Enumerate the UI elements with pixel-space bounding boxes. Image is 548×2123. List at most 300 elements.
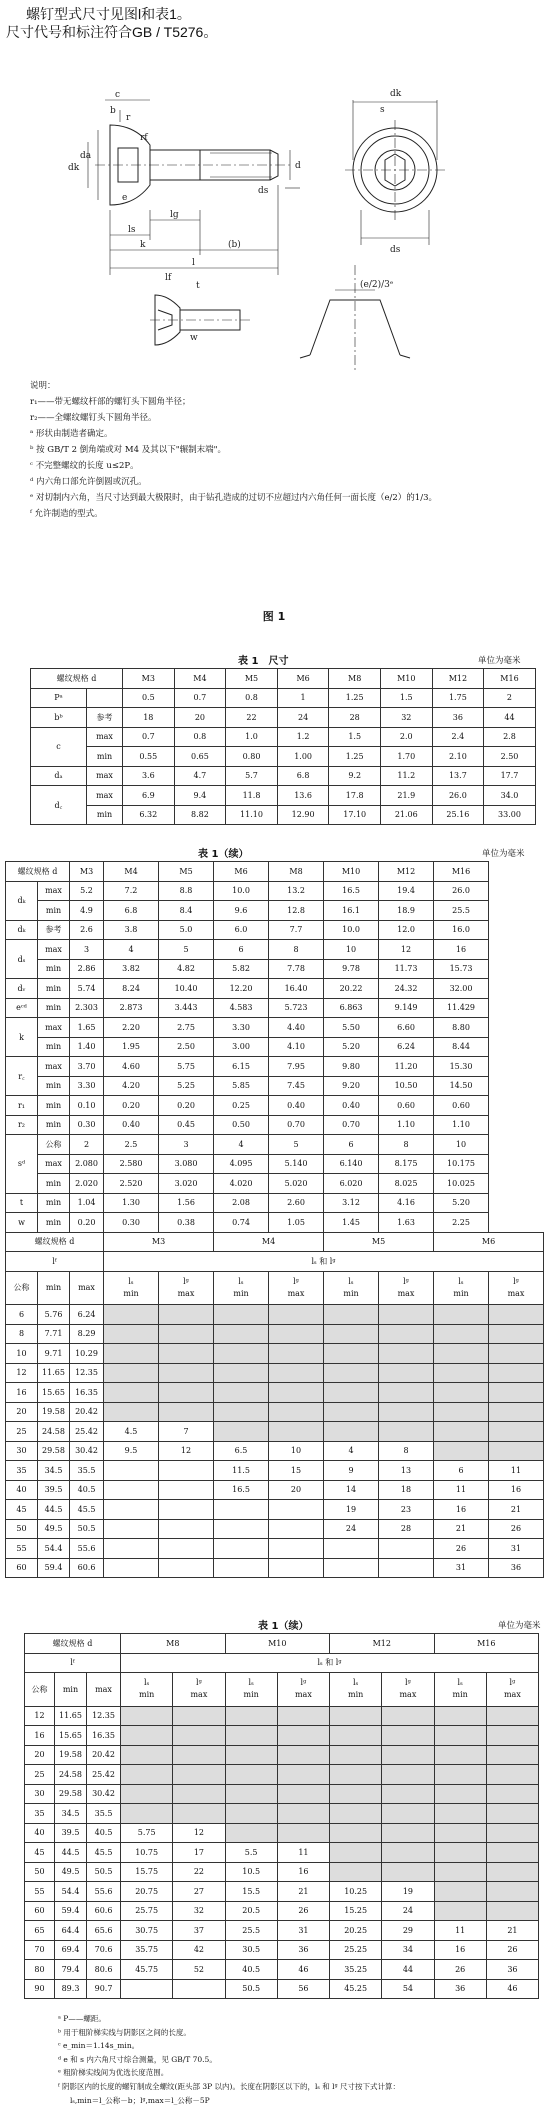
table-cell: 0.80 xyxy=(226,747,278,767)
table-cell xyxy=(324,1422,379,1442)
table-cell: 8.44 xyxy=(434,1037,489,1057)
table-cell xyxy=(330,1804,382,1824)
table-cell: 6.5 xyxy=(214,1441,269,1461)
table-cell: 19 xyxy=(382,1882,434,1902)
table-row xyxy=(31,766,536,786)
table-cell xyxy=(379,1422,434,1442)
size-header: M10 xyxy=(225,1634,330,1654)
ls-min-header xyxy=(104,1271,159,1305)
label-d: d xyxy=(295,161,301,171)
min-label: min xyxy=(123,1288,139,1298)
table-cell xyxy=(121,1726,173,1746)
table-cell xyxy=(104,1383,159,1403)
table-cell: 6.140 xyxy=(324,1154,379,1174)
footnote: ᵈ e 和 s 内六角尺寸综合测量，见 GB/T 70.5。 xyxy=(58,2054,217,2064)
qualifier-cell: min xyxy=(38,979,70,999)
table-cell: 8 xyxy=(6,1324,38,1344)
table-cell: 3.30 xyxy=(70,1076,104,1096)
table-cell: 1.56 xyxy=(159,1193,214,1213)
table-cell xyxy=(159,1363,214,1383)
label-l: l xyxy=(192,258,195,268)
table-cell xyxy=(330,1745,382,1765)
table-cell xyxy=(434,1901,486,1921)
table-cell xyxy=(489,1441,544,1461)
table-cell xyxy=(225,1804,277,1824)
table-cell: 54.4 xyxy=(55,1882,87,1902)
symbol-cell: c xyxy=(31,727,87,766)
table-row xyxy=(6,1115,544,1135)
table-cell: 0.40 xyxy=(104,1115,159,1135)
table-cell: 2 xyxy=(70,1135,104,1155)
table-cell: 2.08 xyxy=(214,1193,269,1213)
table-cell: 45.5 xyxy=(70,1500,104,1520)
table-cell: 10.50 xyxy=(379,1076,434,1096)
table-cell: 12.20 xyxy=(214,979,269,999)
table-cell: 6 xyxy=(6,1305,38,1325)
table-cell: 11 xyxy=(434,1921,486,1941)
table-cell: 19.58 xyxy=(55,1745,87,1765)
table-cell: 0.7 xyxy=(123,727,175,747)
table-cell xyxy=(434,1402,489,1422)
table-cell: 22 xyxy=(173,1862,225,1882)
table-cell: 24 xyxy=(277,708,329,728)
table-cell xyxy=(277,1745,329,1765)
table-cell: 70 xyxy=(25,1940,55,1960)
table-cell: 0.20 xyxy=(104,1096,159,1116)
table-cell: 1.40 xyxy=(70,1037,104,1057)
table-cell: 9.78 xyxy=(324,959,379,979)
table-cell: 1.04 xyxy=(70,1193,104,1213)
table-cell: 7.2 xyxy=(104,881,159,901)
table-cell: 3.70 xyxy=(70,1057,104,1077)
table-cell: 6.020 xyxy=(324,1174,379,1194)
table-cell xyxy=(121,1706,173,1726)
table-cell: 17 xyxy=(173,1843,225,1863)
table-cell xyxy=(382,1706,434,1726)
table-cell: 50.5 xyxy=(70,1519,104,1539)
table-cell: 16.5 xyxy=(324,881,379,901)
table-row xyxy=(6,881,544,901)
header-cell: lᶠ xyxy=(6,1252,104,1272)
table-cell: 13 xyxy=(379,1461,434,1481)
max-label: max xyxy=(177,1288,195,1298)
table-cell: 5.82 xyxy=(214,959,269,979)
figure-caption: 图 1 xyxy=(262,610,286,623)
footnote: ᵃ P——螺距。 xyxy=(58,2014,106,2023)
table-cell xyxy=(159,1539,214,1559)
table-cell: 0.50 xyxy=(214,1115,269,1135)
table-cell: 31 xyxy=(434,1558,489,1578)
label-e: e xyxy=(122,193,128,203)
length-row xyxy=(25,1960,539,1980)
table-cell: 22 xyxy=(226,708,278,728)
table-cell: 4.60 xyxy=(104,1057,159,1077)
table-cell xyxy=(214,1539,269,1559)
table-cell: 21 xyxy=(277,1882,329,1902)
table-cell: 29 xyxy=(382,1921,434,1941)
table-cell: 11 xyxy=(277,1843,329,1863)
table-cell: 2.86 xyxy=(70,959,104,979)
table-cell xyxy=(173,1979,225,1999)
table-cell xyxy=(379,1539,434,1559)
qualifier-cell: max xyxy=(38,881,70,901)
table-cell: 25.5 xyxy=(434,901,489,921)
table-cell: 2.0 xyxy=(380,727,432,747)
table-cell: 25.25 xyxy=(330,1940,382,1960)
table-cell: 4.10 xyxy=(269,1037,324,1057)
length-row xyxy=(25,1804,539,1824)
table-row xyxy=(6,1057,544,1077)
table-cell xyxy=(214,1500,269,1520)
table-cell: 30 xyxy=(25,1784,55,1804)
qualifier-cell: min xyxy=(38,959,70,979)
table-cell: 31 xyxy=(277,1921,329,1941)
table-cell xyxy=(104,1500,159,1520)
label-rf: rf xyxy=(140,133,148,143)
table-cell: 21.9 xyxy=(380,786,432,806)
table-cell: 4.40 xyxy=(269,1018,324,1038)
qualifier-cell: min xyxy=(38,1213,70,1233)
table-cell: 11.10 xyxy=(226,805,278,825)
table-row xyxy=(6,940,544,960)
table-cell: 21 xyxy=(486,1921,538,1941)
header-cell: min xyxy=(55,1673,87,1707)
length-row xyxy=(6,1461,544,1481)
table-cell: 34 xyxy=(382,1940,434,1960)
table-cell: 55.6 xyxy=(70,1539,104,1559)
table-cell: 28 xyxy=(329,708,381,728)
lg-label: lᵍ xyxy=(405,1678,411,1688)
header-cell: min xyxy=(38,1271,70,1305)
table-cell: 0.65 xyxy=(174,747,226,767)
header-cell: 螺纹规格 d xyxy=(6,862,70,882)
table-cell: 30.75 xyxy=(121,1921,173,1941)
table-cell: 28 xyxy=(379,1519,434,1539)
ls-min-header xyxy=(214,1271,269,1305)
table-cell xyxy=(159,1558,214,1578)
min-label: min xyxy=(233,1288,249,1298)
table-cell xyxy=(214,1402,269,1422)
table-cell: 1.5 xyxy=(380,688,432,708)
label-k: k xyxy=(140,240,146,250)
table-cell: 35 xyxy=(25,1804,55,1824)
size-header: M3 xyxy=(104,1232,214,1252)
table-cell: 30.42 xyxy=(70,1441,104,1461)
table-cell xyxy=(173,1765,225,1785)
table-cell: 60.6 xyxy=(70,1558,104,1578)
table-cell: 4.5 xyxy=(104,1422,159,1442)
size-header: M16 xyxy=(434,1634,539,1654)
table-cell: 25.16 xyxy=(432,805,484,825)
table-cell: 60 xyxy=(25,1901,55,1921)
table-cell: 90 xyxy=(25,1979,55,1999)
table-cell: 9.2 xyxy=(329,766,381,786)
table-cell xyxy=(104,1539,159,1559)
table-cell: 40.5 xyxy=(87,1823,121,1843)
table-cell: 3.020 xyxy=(159,1174,214,1194)
table-cell xyxy=(379,1558,434,1578)
length-header-row xyxy=(6,1271,544,1305)
table-cell xyxy=(214,1422,269,1442)
table-cell: 6.863 xyxy=(324,998,379,1018)
table-cell xyxy=(104,1305,159,1325)
table-cell: 6.9 xyxy=(123,786,175,806)
ls-min-header xyxy=(330,1673,382,1707)
length-table xyxy=(24,1633,539,1999)
table-cell xyxy=(269,1305,324,1325)
table-cell xyxy=(104,1480,159,1500)
table-cell: 55 xyxy=(25,1882,55,1902)
table-cell: 49.5 xyxy=(55,1862,87,1882)
length-row xyxy=(25,1823,539,1843)
lg-label: lᵍ xyxy=(509,1678,516,1688)
table-cell: 0.10 xyxy=(70,1096,104,1116)
table-cell: 3.6 xyxy=(123,766,175,786)
qualifier-cell: min xyxy=(38,1174,70,1194)
ls-label: lₛ xyxy=(457,1678,463,1688)
table-cell: 2.25 xyxy=(434,1213,489,1233)
table-cell: 2.60 xyxy=(269,1193,324,1213)
table-cell: 60.6 xyxy=(87,1901,121,1921)
table-cell: 16 xyxy=(6,1383,38,1403)
table-cell xyxy=(225,1726,277,1746)
table-cell: 10.0 xyxy=(324,920,379,940)
table-cell: 4.9 xyxy=(70,901,104,921)
table-cell: 4.20 xyxy=(104,1076,159,1096)
ls-min-header xyxy=(121,1673,173,1707)
table-cell xyxy=(121,1784,173,1804)
ls-label: lₛ xyxy=(248,1678,254,1688)
table-cell: 11.65 xyxy=(55,1706,87,1726)
note-item: ᶜ 不完整螺纹的长度 u≤2P。 xyxy=(30,461,139,471)
table-cell: 10.25 xyxy=(330,1882,382,1902)
table-cell: 4.583 xyxy=(214,998,269,1018)
length-row xyxy=(6,1422,544,1442)
table-cell: 8 xyxy=(379,1441,434,1461)
lg-max-header xyxy=(486,1673,538,1707)
table-row xyxy=(6,1193,544,1213)
length-row xyxy=(25,1726,539,1746)
table-cell xyxy=(434,1882,486,1902)
table-cell: 12.90 xyxy=(277,805,329,825)
table-cell: 26.0 xyxy=(432,786,484,806)
size-header: M12 xyxy=(330,1634,435,1654)
table-cell xyxy=(173,1745,225,1765)
header-cell: 公称 xyxy=(6,1271,38,1305)
table-cell: 29.58 xyxy=(38,1441,70,1461)
table-cell: 2.873 xyxy=(104,998,159,1018)
table-cell: 5.5 xyxy=(225,1843,277,1863)
table-row xyxy=(6,998,544,1018)
length-header-row xyxy=(6,1232,544,1252)
table-cell xyxy=(489,1383,544,1403)
table-cell: 8.80 xyxy=(434,1018,489,1038)
table-cell: 5.75 xyxy=(159,1057,214,1077)
label-dk: dk xyxy=(68,163,80,173)
table-cell xyxy=(486,1765,538,1785)
length-header-row xyxy=(25,1634,539,1654)
table-row xyxy=(6,1213,544,1233)
table-cell xyxy=(159,1480,214,1500)
ls-min-header xyxy=(434,1271,489,1305)
table-cell: 2.8 xyxy=(484,727,536,747)
table-cell: 9.5 xyxy=(104,1441,159,1461)
table-cell: 2.5 xyxy=(104,1135,159,1155)
table-cell: 1.10 xyxy=(379,1115,434,1135)
table-cell: 1.10 xyxy=(434,1115,489,1135)
table-cell: 8.24 xyxy=(104,979,159,999)
table-cell: 0.7 xyxy=(174,688,226,708)
symbol-cell: r꜀ xyxy=(6,1057,38,1096)
symbol-cell: dₖ xyxy=(6,881,38,920)
table-cell: 16 xyxy=(434,940,489,960)
table-cell: 24 xyxy=(324,1519,379,1539)
table-cell: 12.8 xyxy=(269,901,324,921)
table-cell xyxy=(330,1843,382,1863)
table-cell: 16 xyxy=(434,1500,489,1520)
table-cell xyxy=(434,1726,486,1746)
table-cell: 3.82 xyxy=(104,959,159,979)
label-ds: ds xyxy=(258,186,269,196)
table-cell xyxy=(269,1363,324,1383)
table-cell: 11.20 xyxy=(379,1057,434,1077)
table-cell xyxy=(173,1726,225,1746)
table-cell: 65 xyxy=(25,1921,55,1941)
table-cell: 34.5 xyxy=(38,1461,70,1481)
header-cell: M5 xyxy=(226,669,278,689)
table-cell: 50 xyxy=(6,1519,38,1539)
table-cell: 12 xyxy=(159,1441,214,1461)
table-cell: 0.30 xyxy=(70,1115,104,1135)
header-cell: 螺纹规格 d xyxy=(31,669,123,689)
table-cell: 17.10 xyxy=(329,805,381,825)
qualifier-cell: 参考 xyxy=(87,708,123,728)
header-cell: M10 xyxy=(380,669,432,689)
table-cell: 21.06 xyxy=(380,805,432,825)
table-cell xyxy=(486,1804,538,1824)
table-cell: 9.4 xyxy=(174,786,226,806)
lg-label: lᵍ xyxy=(293,1276,299,1286)
table-cell xyxy=(434,1784,486,1804)
table-cell: 50.5 xyxy=(87,1862,121,1882)
table-cell: 55.6 xyxy=(87,1882,121,1902)
table-cell xyxy=(434,1383,489,1403)
table-cell: 9.80 xyxy=(324,1057,379,1077)
table-cell: 0.30 xyxy=(104,1213,159,1233)
dimension-table-continued xyxy=(5,861,544,1578)
table-cell: 15.75 xyxy=(121,1862,173,1882)
table-cell xyxy=(379,1383,434,1403)
table-cell xyxy=(486,1745,538,1765)
table-cell: 80 xyxy=(25,1960,55,1980)
table-cell xyxy=(489,1324,544,1344)
table-cell: 46 xyxy=(277,1960,329,1980)
table-cell: 5.25 xyxy=(159,1076,214,1096)
table-cell: 10.5 xyxy=(225,1862,277,1882)
table-cell: 1.25 xyxy=(329,688,381,708)
table-cell: 80.6 xyxy=(87,1960,121,1980)
table-cell: 16 xyxy=(25,1726,55,1746)
table-cell xyxy=(324,1558,379,1578)
header-cell: M16 xyxy=(434,862,489,882)
table-cell: 5 xyxy=(159,940,214,960)
length-row xyxy=(25,1862,539,1882)
table-cell: 45 xyxy=(25,1843,55,1863)
size-header: M4 xyxy=(214,1232,324,1252)
table-cell xyxy=(434,1305,489,1325)
table-cell xyxy=(104,1324,159,1344)
min-label: min xyxy=(139,1690,155,1700)
lg-label: lᵍ xyxy=(183,1276,189,1286)
table-cell: 2.20 xyxy=(104,1018,159,1038)
table-cell: 1.2 xyxy=(277,727,329,747)
table-cell xyxy=(486,1784,538,1804)
ls-min-header xyxy=(324,1271,379,1305)
table-cell: 20 xyxy=(269,1480,324,1500)
table-cell: 39.5 xyxy=(38,1480,70,1500)
lg-label: lᵍ xyxy=(513,1276,519,1286)
table-cell: 19 xyxy=(324,1500,379,1520)
table1-caption: 表 1 尺寸 xyxy=(238,656,289,667)
table-header-row xyxy=(6,862,544,882)
table-cell: 0.40 xyxy=(269,1096,324,1116)
qualifier-cell: max xyxy=(38,1057,70,1077)
label-da: da xyxy=(80,151,92,161)
table-cell: 11.8 xyxy=(226,786,278,806)
table-cell xyxy=(489,1305,544,1325)
table-cell: 55 xyxy=(6,1539,38,1559)
table-cell: 6.0 xyxy=(214,920,269,940)
table-cell: 16 xyxy=(434,1940,486,1960)
table-cell xyxy=(173,1784,225,1804)
table-cell: 0.55 xyxy=(123,747,175,767)
table-cell xyxy=(225,1823,277,1843)
table2-unit: 单位为毫米 xyxy=(482,849,525,859)
table-cell: 69.4 xyxy=(55,1940,87,1960)
table-cell: 2 xyxy=(484,688,536,708)
table-cell: 70.6 xyxy=(87,1940,121,1960)
figure-notes xyxy=(30,378,437,522)
table-cell xyxy=(269,1344,324,1364)
table-cell xyxy=(330,1862,382,1882)
table-cell: 3.00 xyxy=(214,1037,269,1057)
table-cell: 1.45 xyxy=(324,1213,379,1233)
table-cell xyxy=(104,1519,159,1539)
header-cell: M4 xyxy=(174,669,226,689)
table-cell: 35.5 xyxy=(70,1461,104,1481)
footnote: ᵉ 粗阶梯实线间为优选长度范围。 xyxy=(58,2068,169,2078)
table-cell: 6.60 xyxy=(379,1018,434,1038)
label-b: b xyxy=(110,106,116,116)
table-cell: 5.50 xyxy=(324,1018,379,1038)
label-lf: lf xyxy=(165,273,172,283)
table-cell xyxy=(104,1461,159,1481)
header-cell: 螺纹规格 d xyxy=(6,1232,104,1252)
table-cell: 9.6 xyxy=(214,901,269,921)
table-cell: 27 xyxy=(173,1882,225,1902)
table-cell: 4 xyxy=(324,1441,379,1461)
table-cell: 35 xyxy=(6,1461,38,1481)
table-cell: 25 xyxy=(25,1765,55,1785)
qualifier-cell: min xyxy=(38,998,70,1018)
qualifier-cell: max xyxy=(87,786,123,806)
table-cell xyxy=(379,1344,434,1364)
label-s: s xyxy=(380,105,385,115)
footnote: ᶠ 阴影区内的长度的螺钉制成全螺纹(距头部 3P 以内)。长度在阴影区以下的，lₛ 和 lᵍ 尺寸按下式计算： xyxy=(58,2081,400,2091)
size-header: M8 xyxy=(121,1634,226,1654)
table-cell: 18 xyxy=(123,708,175,728)
table-cell xyxy=(277,1726,329,1746)
